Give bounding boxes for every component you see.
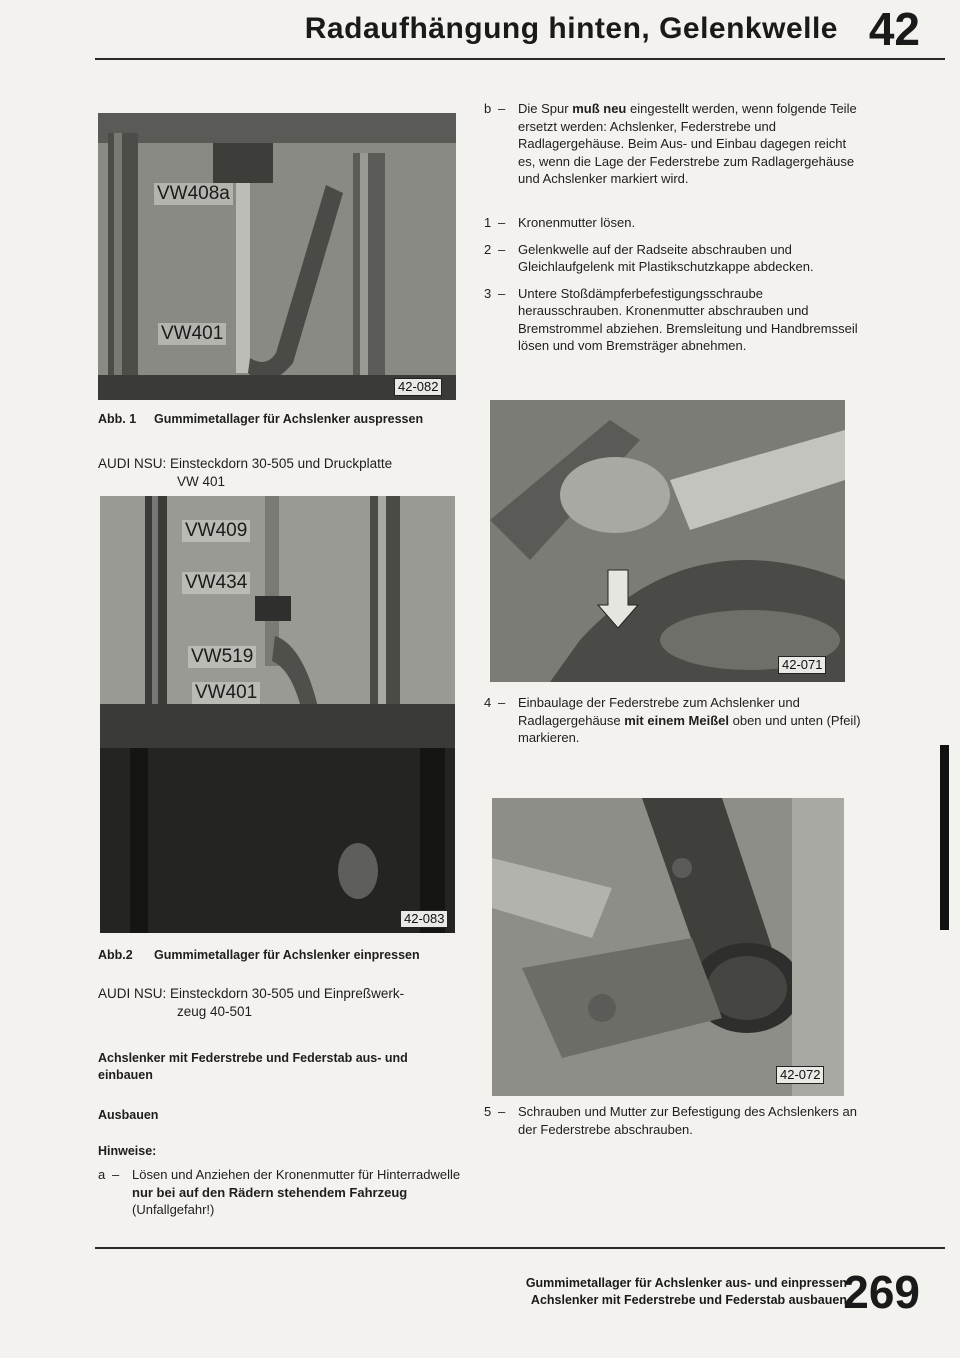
label-vw409: VW409 — [182, 520, 250, 542]
press-illustration-1 — [98, 113, 456, 400]
step-text: Schrauben und Mutter zur Befestigung des Achslenkers an der Federstrebe abschrauben. — [518, 1104, 857, 1137]
text-rest: eingestellt werden, wenn folgende Teile ersetzt werden: Achslenker, Federstrebe und Radlagergehäuse. Beim Aus- und Einbau dagegen reicht es, wenn die Lage der Federstrebe zum Radlagergehäuse und Achslenker markiert wird. — [518, 101, 857, 186]
caption-number: Abb. 1 — [98, 412, 137, 426]
figure-3-photo — [490, 400, 845, 682]
caption-text: Gummimetallager für Achslenker einpressen — [154, 948, 420, 962]
text-plain: Lösen und Anziehen der Kronenmutter für Hinterradwelle — [132, 1167, 461, 1182]
section-tab-marker — [940, 745, 949, 930]
subheading-ausbauen: Ausbauen — [98, 1108, 159, 1122]
caption-number: Abb.2 — [98, 948, 133, 962]
hints-label: Hinweise: — [98, 1144, 157, 1158]
chapter-title: Radaufhängung hinten, Gelenkwelle — [304, 12, 838, 45]
list-item — [484, 241, 869, 276]
figure-1-caption — [98, 412, 423, 426]
step-number: 4 — [484, 695, 492, 710]
caption-text: Gummimetallager für Achslenker auspressen — [154, 412, 424, 426]
press-illustration-2 — [100, 496, 455, 933]
dash: – — [498, 241, 506, 257]
figure-code: 42-072 — [776, 1066, 824, 1084]
step-number: 1 — [484, 215, 492, 230]
list-text — [518, 100, 864, 188]
figure-code: 42-071 — [778, 656, 826, 674]
dash: – — [498, 215, 506, 230]
list-item — [484, 694, 864, 747]
page-header — [0, 0, 960, 60]
strut-illustration — [490, 400, 845, 682]
list-item — [98, 1166, 468, 1219]
hint-a — [98, 1166, 468, 1228]
section-heading: Achslenker mit Federstrebe und Federstab aus- und einbauen — [98, 1051, 408, 1082]
list-text — [132, 1166, 468, 1219]
page-number: 269 — [843, 1266, 920, 1318]
text-plain: Einbaulage der Federstrebe zum Achslenker und Radlagergehäuse — [518, 695, 800, 728]
list-item — [484, 100, 864, 188]
joint-illustration — [492, 798, 844, 1096]
text-end: (Unfallgefahr!) — [132, 1202, 215, 1217]
figure-code: 42-082 — [394, 378, 442, 396]
tool-note-1 — [98, 455, 458, 491]
step-text: Kronenmutter lösen. — [518, 215, 636, 230]
note-line: zeug 40-501 — [177, 1004, 253, 1019]
step-5 — [484, 1103, 864, 1147]
list-item — [484, 214, 869, 232]
note-line: AUDI NSU: Einsteckdorn 30-505 und Druckplatte — [98, 456, 393, 471]
figure-2-caption — [98, 948, 420, 962]
dash: – — [498, 101, 506, 116]
header-rule — [95, 58, 945, 60]
section-number: 42 — [868, 3, 920, 55]
footer-line-2: Achslenker mit Federstrebe und Federstab ausbauen — [530, 1293, 847, 1307]
text-end: oben und unten (Pfeil) markieren. — [518, 712, 861, 745]
footer-rule — [95, 1247, 945, 1249]
step-text: Untere Stoßdämpferbefestigungsschraube herausschrauben. Kronenmutter abschrauben und Bremstrommel abziehen. Bremsleitung und Handbremsseil lösen und vom Bremsträger abnehmen. — [518, 285, 858, 353]
figure-2-photo — [100, 496, 455, 933]
list-item — [484, 1103, 864, 1138]
label-vw519: VW519 — [188, 646, 256, 668]
dash: – — [498, 695, 506, 710]
label-vw434: VW434 — [182, 572, 250, 594]
label-vw408a: VW408a — [154, 183, 233, 205]
text-bold: mit einem Meißel — [624, 712, 729, 728]
step-text: Gelenkwelle auf der Radseite abschrauben und Gleichlaufgelenk mit Plastikschutzkappe abdecken. — [518, 241, 814, 274]
label-vw401: VW401 — [158, 323, 226, 345]
dash: – — [112, 1167, 120, 1182]
step-4 — [484, 694, 864, 756]
text-bold: nur bei auf den Rädern stehendem Fahrzeug — [132, 1184, 408, 1200]
step-number: 5 — [484, 1104, 492, 1119]
label-vw401: VW401 — [192, 682, 260, 704]
note-line: VW 401 — [177, 474, 226, 489]
list-key: b — [484, 101, 492, 116]
steps-list — [484, 214, 869, 364]
footer-line-1: Gummimetallager für Achslenker aus- und einpressen — [525, 1276, 847, 1290]
dash: – — [498, 285, 506, 301]
tool-note-2 — [98, 985, 458, 1021]
list-key: a — [98, 1167, 106, 1182]
figure-4-photo — [492, 798, 844, 1096]
text-bold: muß neu — [572, 101, 627, 116]
text-start: Die Spur — [518, 101, 573, 116]
note-line: AUDI NSU: Einsteckdorn 30-505 und Einpreßwerk- — [98, 986, 405, 1001]
dash: – — [498, 1104, 506, 1119]
figure-1-photo — [98, 113, 456, 400]
list-item — [484, 285, 869, 355]
step-number: 3 — [484, 285, 492, 301]
figure-code: 42-083 — [400, 910, 448, 928]
hint-b — [484, 100, 864, 197]
step-text — [518, 694, 864, 747]
step-number: 2 — [484, 241, 492, 257]
